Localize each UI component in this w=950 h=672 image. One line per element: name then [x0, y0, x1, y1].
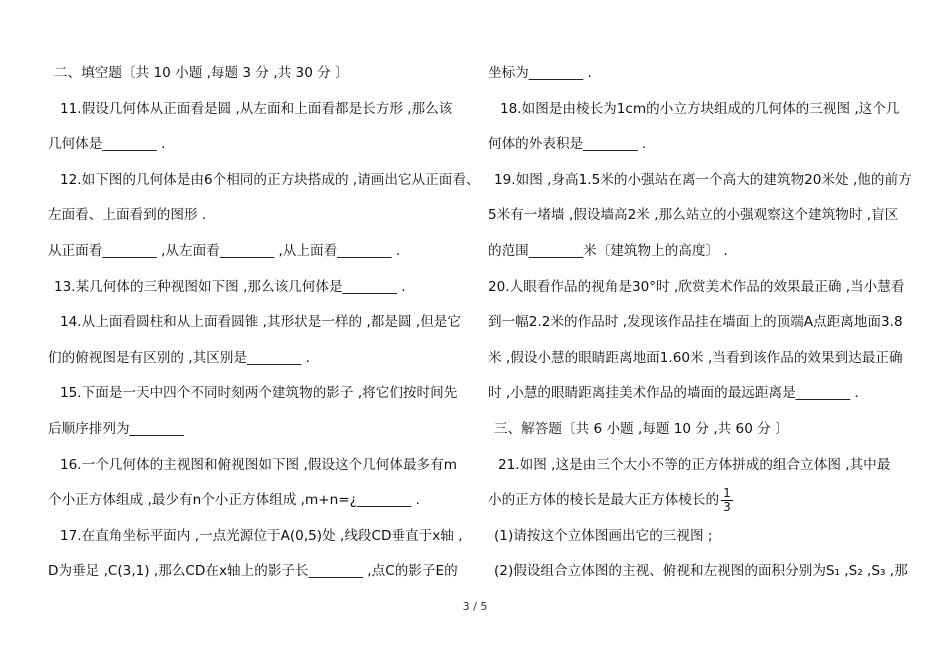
question-21-part-1: (1)请按这个立体图画出它的三视图 ; [494, 527, 713, 544]
question-16-line-2: 个小正方体组成 ,最少有n个小正方体组成 ,m+n=¿________ . [48, 492, 420, 509]
question-20-line-3: 米 ,假设小慧的眼睛距离地面1.60米 ,当看到该作品的效果到达最正确 [488, 349, 903, 366]
question-15-line-1: 15.下面是一天中四个不同时刻两个建筑物的影子 ,将它们按时间先 [60, 385, 458, 402]
question-12-line-1: 12.如下图的几何体是由6个相同的正方块搭成的 ,请画出它从正面看、 [60, 171, 480, 188]
question-19-line-3: 的范围________米〔建筑物上的高度〕 . [488, 242, 728, 259]
page-number: 3 / 5 [462, 600, 488, 613]
question-21-part-2: (2)假设组合立体图的主视、俯视和左视图的面积分别为S₁ ,S₂ ,S₃ ,那 [494, 563, 908, 580]
question-20-line-4: 时 ,小慧的眼睛距离挂美术作品的墙面的最远距离是________ . [488, 385, 859, 402]
question-17-line-3: 坐标为________ . [488, 65, 592, 81]
question-18-line-2: 何体的外表积是________ . [488, 136, 647, 153]
fraction-denominator: 3 [723, 499, 731, 514]
question-11-line-2: 几何体是________ . [48, 136, 166, 153]
question-13: 13.某几何体的三种视图如下图 ,那么该几何体是________ . [54, 278, 406, 295]
section-heading-fill-in: 二、填空题〔共 10 小题 ,每题 3 分 ,共 30 分 〕 [54, 65, 349, 81]
left-column [48, 56, 480, 590]
fraction-numerator: 1 [723, 485, 731, 500]
question-20-line-1: 20.人眼看作品的视角是30°时 ,欣赏美术作品的效果最正确 ,当小慧看 [488, 278, 905, 295]
question-12-line-2: 左面看、上面看到的图形 . [48, 207, 207, 224]
question-14-line-2: 们的俯视图是有区别的 ,其区别是________ . [48, 349, 310, 366]
fraction-one-third [721, 487, 733, 514]
question-21-line-2-text: 小的正方体的棱长是最大正方体棱长的 [488, 492, 720, 509]
question-18-line-1: 18.如图是由棱长为1cm的小立方块组成的几何体的三视图 ,这个几 [500, 100, 900, 117]
section-heading-answer: 三、解答题〔共 6 小题 ,每题 10 分 ,共 60 分 〕 [494, 420, 789, 437]
question-15-line-2: 后顺序排列为________ [48, 420, 184, 437]
question-20-line-2: 到一幅2.2米的作品时 ,发现该作品挂在墙面上的顶端A点距离地面3.8 [488, 314, 903, 331]
question-16-line-1: 16.一个几何体的主视图和俯视图如下图 ,假设这个几何体最多有m [60, 456, 457, 473]
question-21-line-2 [488, 483, 908, 519]
question-14-line-1: 14.从上面看圆柱和从上面看圆锥 ,其形状是一样的 ,都是圆 ,但是它 [60, 314, 461, 331]
question-11-line-1: 11.假设几何体从正面看是圆 ,从左面和上面看都是长方形 ,那么该 [60, 100, 453, 117]
question-21-line-1: 21.如图 ,这是由三个大小不等的正方体拼成的组合立体图 ,其中最 [498, 456, 891, 473]
question-19-line-1: 19.如图 ,身高1.5米的小强站在离一个高大的建筑物20米处 ,他的前方 [494, 171, 912, 188]
question-17-line-1: 17.在直角坐标平面内 ,一点光源位于A(0,5)处 ,线段CD垂直于x轴 , [60, 527, 463, 544]
question-19-line-2: 5米有一堵墙 ,假设墙高2米 ,那么站立的小强观察这个建筑物时 ,盲区 [488, 207, 899, 224]
question-12-line-3: 从正面看________ ,从左面看________ ,从上面看________ . [48, 242, 401, 259]
question-17-line-2: D为垂足 ,C(3,1) ,那么CD在x轴上的影子长________ ,点C的影子E的 [48, 563, 458, 580]
right-column [488, 56, 912, 590]
